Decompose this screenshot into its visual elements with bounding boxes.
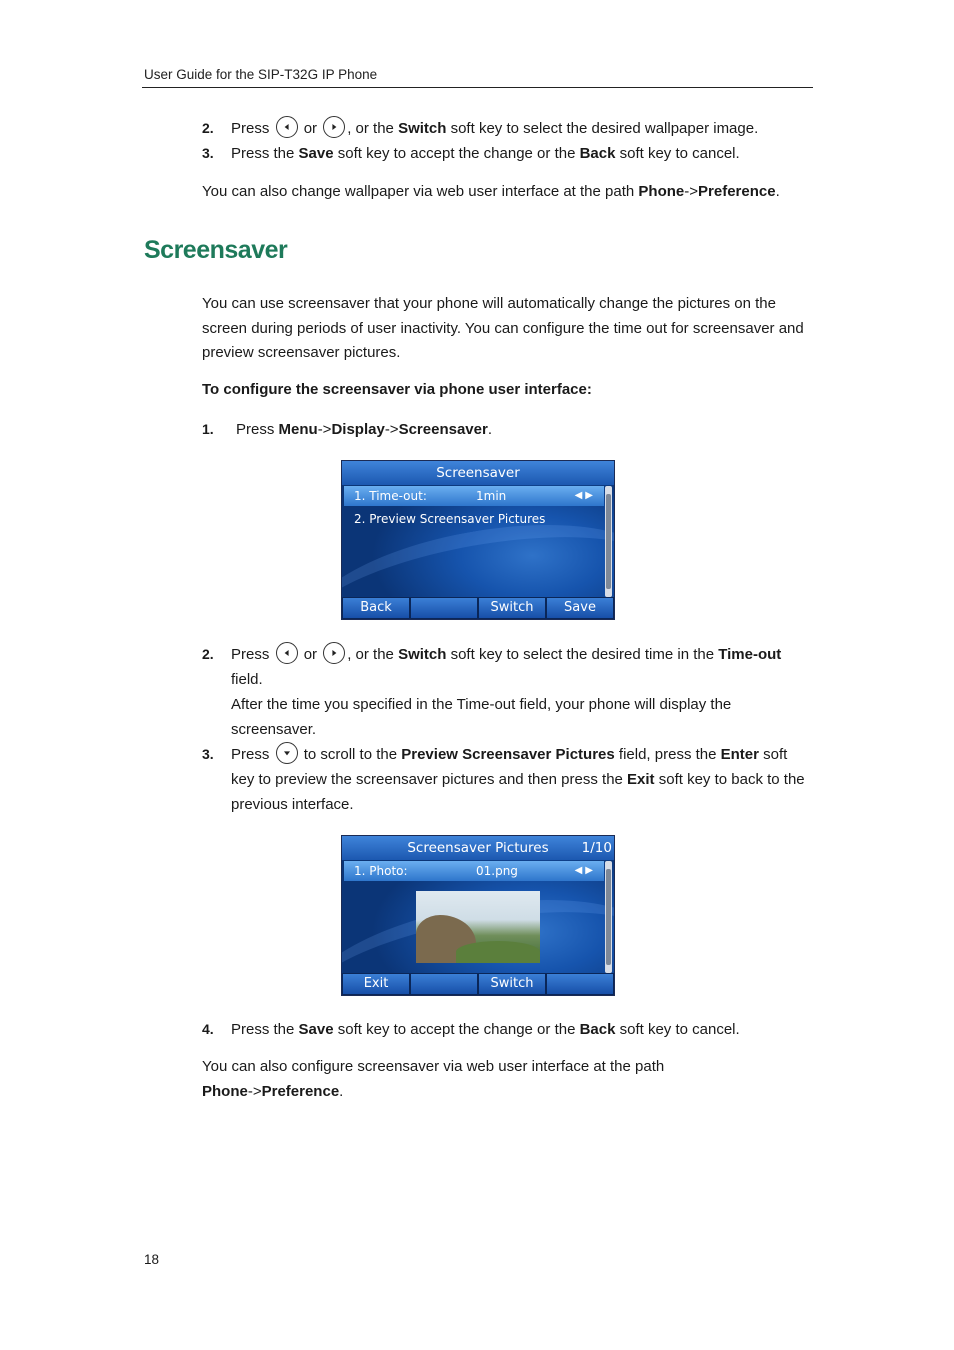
screensaver-web-note — [202, 1055, 702, 1104]
step-text: field. — [231, 671, 263, 688]
forest-shape — [456, 941, 540, 963]
down-arrow-key-icon — [276, 742, 298, 764]
softkey-exit[interactable]: Exit — [343, 974, 409, 994]
row-label: 1. Time-out: — [354, 489, 427, 503]
screen-title-text: Screensaver Pictures — [407, 840, 549, 856]
procedure-heading: To configure the screensaver via phone user interface: — [202, 381, 592, 398]
section-title: Screensaver — [144, 236, 288, 264]
scrollbar-thumb[interactable] — [606, 494, 611, 589]
softkey-switch[interactable]: Switch — [479, 598, 545, 618]
step-item — [202, 642, 814, 742]
path-part: Phone — [638, 183, 685, 200]
right-arrow-key-icon — [323, 642, 345, 664]
row-label: 1. Photo: — [354, 864, 408, 878]
top-step-list — [202, 116, 814, 166]
scrollbar-thumb[interactable] — [606, 869, 611, 965]
row-label: 2. Preview Screensaver Pictures — [354, 512, 546, 526]
note-text: You can also change wallpaper via web user interface at the path — [202, 183, 635, 200]
step-text: field, press the — [618, 746, 717, 763]
preview-pictures-row[interactable] — [344, 509, 604, 529]
softkey-name: Save — [298, 145, 334, 162]
softkey-name: Save — [298, 1021, 334, 1038]
page-number: 18 — [144, 1252, 160, 1267]
step-text: Press the — [231, 145, 295, 162]
section-intro: You can use screensaver that your phone will automatically change the pictures on the screen during periods of user inactivity. You can configure the time out for screensaver and preview screensaver pictures. — [202, 295, 804, 361]
softkey-name: Switch — [398, 646, 447, 663]
step-text: soft key to cancel. — [619, 145, 740, 162]
softkey-name: Enter — [720, 746, 759, 763]
softkey-name: Switch — [398, 120, 447, 137]
step-number: 3. — [202, 746, 214, 762]
step-number: 3. — [202, 145, 214, 161]
step-number: 2. — [202, 646, 214, 662]
left-arrow-key-icon — [276, 642, 298, 664]
row-value: 01.png — [476, 864, 518, 878]
wallpaper-web-note — [202, 180, 814, 205]
period: . — [487, 421, 492, 438]
step-number: 1. — [202, 421, 214, 437]
softkey-name: Exit — [627, 771, 655, 788]
period: . — [339, 1082, 344, 1100]
softkey-name: Back — [579, 1021, 616, 1038]
step-text: soft key to select the desired wallpaper image. — [450, 120, 759, 137]
step-text: or — [303, 120, 318, 137]
field-name: Time-out — [718, 646, 782, 663]
running-header: User Guide for the SIP-T32G IP Phone — [144, 67, 378, 82]
timeout-row[interactable] — [344, 486, 604, 506]
softkey-empty[interactable] — [411, 974, 477, 994]
step-text: soft key to back to the previous interface. — [231, 771, 805, 813]
mid-step-list — [202, 642, 814, 817]
step-text: , or the — [347, 646, 394, 663]
path-part: Preference — [261, 1082, 340, 1100]
step-text: Press — [231, 120, 270, 137]
row-value: 1min — [476, 489, 507, 503]
path-separator: -> — [684, 183, 699, 200]
step-text: soft key to select the desired time in the — [450, 646, 715, 663]
step-note: After the time you specified in the Time-out field, your phone will display the screensaver. — [231, 696, 732, 738]
field-name: Preview Screensaver Pictures — [401, 746, 615, 763]
step-text: Press — [231, 646, 270, 663]
softkey-empty[interactable] — [547, 974, 613, 994]
step-text: or — [303, 646, 318, 663]
step-text: , or the — [347, 120, 394, 137]
scrollbar[interactable] — [605, 861, 612, 973]
path-separator: -> — [317, 421, 332, 438]
step-text: soft key to accept the change or the — [337, 145, 576, 162]
screen-title — [342, 836, 614, 860]
step-text: Press the — [231, 1021, 295, 1038]
path-separator: -> — [247, 1082, 262, 1100]
menu-path-part: Menu — [278, 421, 318, 438]
step-text: to scroll to the — [303, 746, 398, 763]
screen-title: Screensaver — [342, 461, 614, 485]
step-item — [202, 116, 814, 141]
header-rule — [142, 87, 813, 88]
left-right-arrows-icon: ◀▶ — [574, 490, 596, 501]
step-text: Press — [236, 421, 275, 438]
picture-counter: 1/10 — [581, 840, 612, 856]
step-text: Press — [231, 746, 270, 763]
left-arrow-key-icon — [276, 116, 298, 138]
step-text: soft key to accept the change or the — [337, 1021, 576, 1038]
softkey-switch[interactable]: Switch — [479, 974, 545, 994]
right-arrow-key-icon — [323, 116, 345, 138]
softkey-empty[interactable] — [411, 598, 477, 618]
path-part: Preference — [698, 183, 776, 200]
left-right-arrows-icon: ◀▶ — [574, 865, 596, 876]
step-text: soft key to cancel. — [619, 1021, 740, 1038]
softkey-save[interactable]: Save — [547, 598, 613, 618]
scrollbar[interactable] — [605, 486, 612, 597]
softkey-back[interactable]: Back — [343, 598, 409, 618]
photo-row[interactable] — [344, 861, 604, 881]
step-item — [202, 1017, 814, 1042]
step-item — [202, 742, 814, 817]
path-part: Phone — [202, 1082, 248, 1100]
phone-screen-screensaver — [341, 460, 615, 620]
screensaver-preview-image — [416, 891, 540, 963]
step4-list — [202, 1017, 814, 1042]
step-item — [202, 141, 814, 166]
softkey-bar — [342, 597, 614, 619]
step-text: soft key to preview the screensaver pictures and then press the — [231, 746, 788, 788]
phone-screen-screensaver-pictures — [341, 835, 615, 996]
step-item — [202, 417, 814, 442]
softkey-bar — [342, 973, 614, 995]
menu-path-part: Display — [331, 421, 385, 438]
softkey-name: Back — [579, 145, 616, 162]
step-number: 4. — [202, 1021, 214, 1037]
note-text: You can also configure screensaver via web user interface at the path — [202, 1058, 665, 1075]
step-number: 2. — [202, 120, 214, 136]
path-separator: -> — [384, 421, 399, 438]
step1-list — [202, 417, 814, 442]
period: . — [775, 183, 780, 200]
menu-path-part: Screensaver — [398, 421, 488, 438]
